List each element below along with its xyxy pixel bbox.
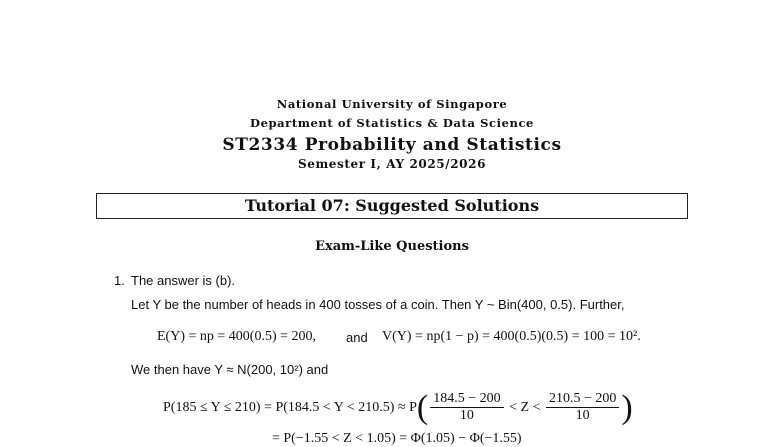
inequality-middle: < Z < [509, 400, 541, 415]
and-word: and [346, 330, 368, 345]
continuation-equation: = P(−1.55 < Z < 1.05) = Φ(1.05) − Φ(−1.55) [272, 431, 522, 446]
fraction-lower-denominator: 10 [459, 408, 474, 424]
mean-equation: E(Y) = np = 400(0.5) = 200, [157, 329, 316, 344]
fraction-upper-denominator: 10 [575, 408, 590, 424]
fraction-upper-numerator: 210.5 − 200 [546, 391, 619, 408]
answer-text: The answer is (b). [131, 273, 236, 288]
fraction-upper [546, 391, 619, 424]
fraction-lower-numerator: 184.5 − 200 [430, 391, 503, 408]
course-heading: ST2334 Probability and Statistics [222, 135, 562, 155]
probability-equation [163, 388, 633, 428]
setup-text: Let Y be the number of heads in 400 tosses of a coin. Then Y ~ Bin(400, 0.5). Further, [131, 297, 625, 312]
probability-lhs: P(185 ≤ Y ≤ 210) = P(184.5 < Y < 210.5) ≈ P [163, 400, 417, 415]
fraction-lower [430, 391, 503, 424]
university-heading: National University of Singapore [276, 97, 508, 111]
section-title: Exam-Like Questions [315, 239, 469, 254]
left-paren: ( [416, 388, 429, 426]
department-heading: Department of Statistics & Data Science [250, 116, 534, 130]
question-number: 1. [114, 273, 125, 288]
right-paren: ) [621, 388, 633, 426]
approximation-text: We then have Y ≈ N(200, 10²) and [131, 362, 329, 377]
variance-equation: V(Y) = np(1 − p) = 400(0.5)(0.5) = 100 = 10². [382, 329, 641, 344]
tutorial-title: Tutorial 07: Suggested Solutions [96, 193, 688, 219]
semester-heading: Semester I, AY 2025/2026 [297, 157, 487, 171]
